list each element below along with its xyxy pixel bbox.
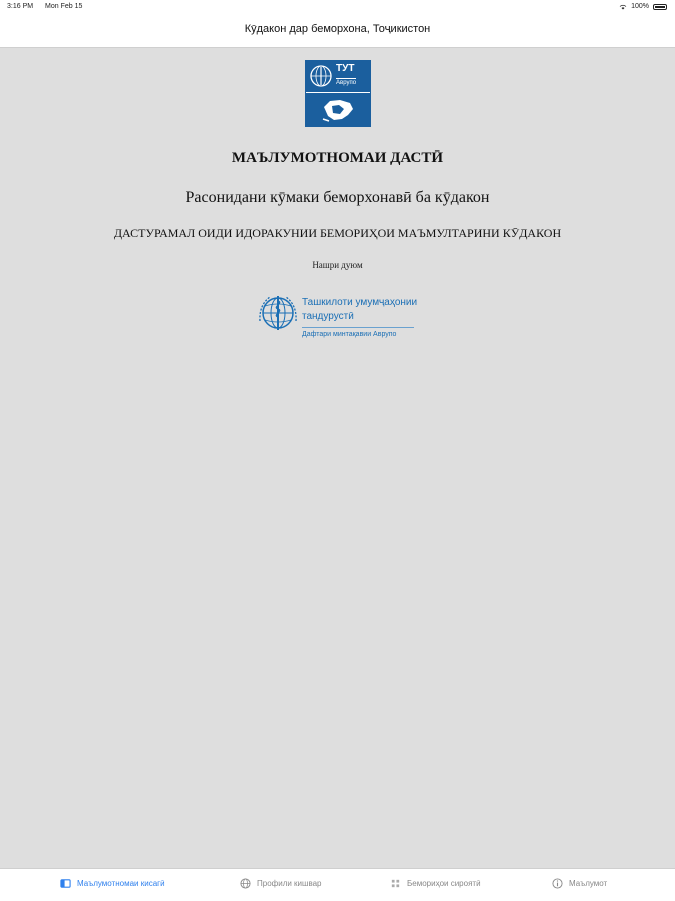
who-logo — [256, 291, 421, 347]
status-date: Mon Feb 15 — [45, 3, 83, 10]
tab-pocket-book[interactable] — [60, 878, 165, 889]
status-right — [619, 3, 667, 10]
tab-country-profile[interactable] — [240, 878, 322, 889]
tab-infectious-diseases-label: Бемориҳои сироятӣ — [407, 879, 481, 888]
info-icon — [552, 878, 563, 889]
document-viewer[interactable] — [0, 48, 675, 868]
who-europe-logo — [305, 60, 371, 127]
who-globe-icon — [256, 291, 300, 335]
document-heading: ДАСТУРАМАЛ ОИДИ ИДОРАКУНИИ БЕМОРИҲОИ МАЪМУЛТАРИНИ КӮДАКОН — [113, 226, 562, 240]
tab-info-label: Маълумот — [569, 879, 608, 888]
who-name-line2: тандурустӣ — [302, 311, 354, 322]
battery-icon — [653, 4, 667, 10]
who-emblem-icon — [309, 64, 333, 88]
who-logo-divider — [302, 327, 414, 328]
nav-title: Кӯдакон дар беморхона, Тоҷикистон — [244, 23, 431, 35]
logo-divider — [306, 92, 370, 93]
wifi-icon — [619, 4, 627, 10]
document-edition: Нашри дуюм — [312, 260, 363, 270]
battery-percent: 100% — [631, 3, 649, 10]
status-time: 3:16 PM — [7, 3, 34, 10]
status-bar — [0, 0, 675, 14]
who-name-line1: Ташкилоти умумҷаҳонии — [302, 297, 418, 308]
tab-bar — [0, 868, 675, 901]
tab-infectious-diseases[interactable] — [390, 878, 481, 889]
document-subtitle: Расонидани кӯмаки беморхонавӣ ба кӯдакон — [185, 189, 490, 206]
grid-icon — [390, 878, 401, 889]
globe-icon — [240, 878, 251, 889]
document-title: МАЪЛУМОТНОМАИ ДАСТӢ — [231, 150, 444, 166]
tab-info[interactable] — [552, 878, 607, 889]
europe-map-icon — [320, 97, 356, 123]
tab-pocket-book-label: Маълумотномаи кисагӣ — [77, 879, 165, 888]
navigation-bar — [0, 14, 675, 48]
logo-abbr: ТУТ — [336, 63, 355, 74]
status-left — [7, 3, 92, 10]
book-icon — [60, 878, 71, 889]
logo-top — [306, 61, 370, 91]
logo-region: Аврупо — [336, 80, 357, 86]
tab-country-profile-label: Профили кишвар — [257, 879, 322, 888]
who-regional-office: Дафтари минтақавии Аврупо — [302, 331, 397, 338]
